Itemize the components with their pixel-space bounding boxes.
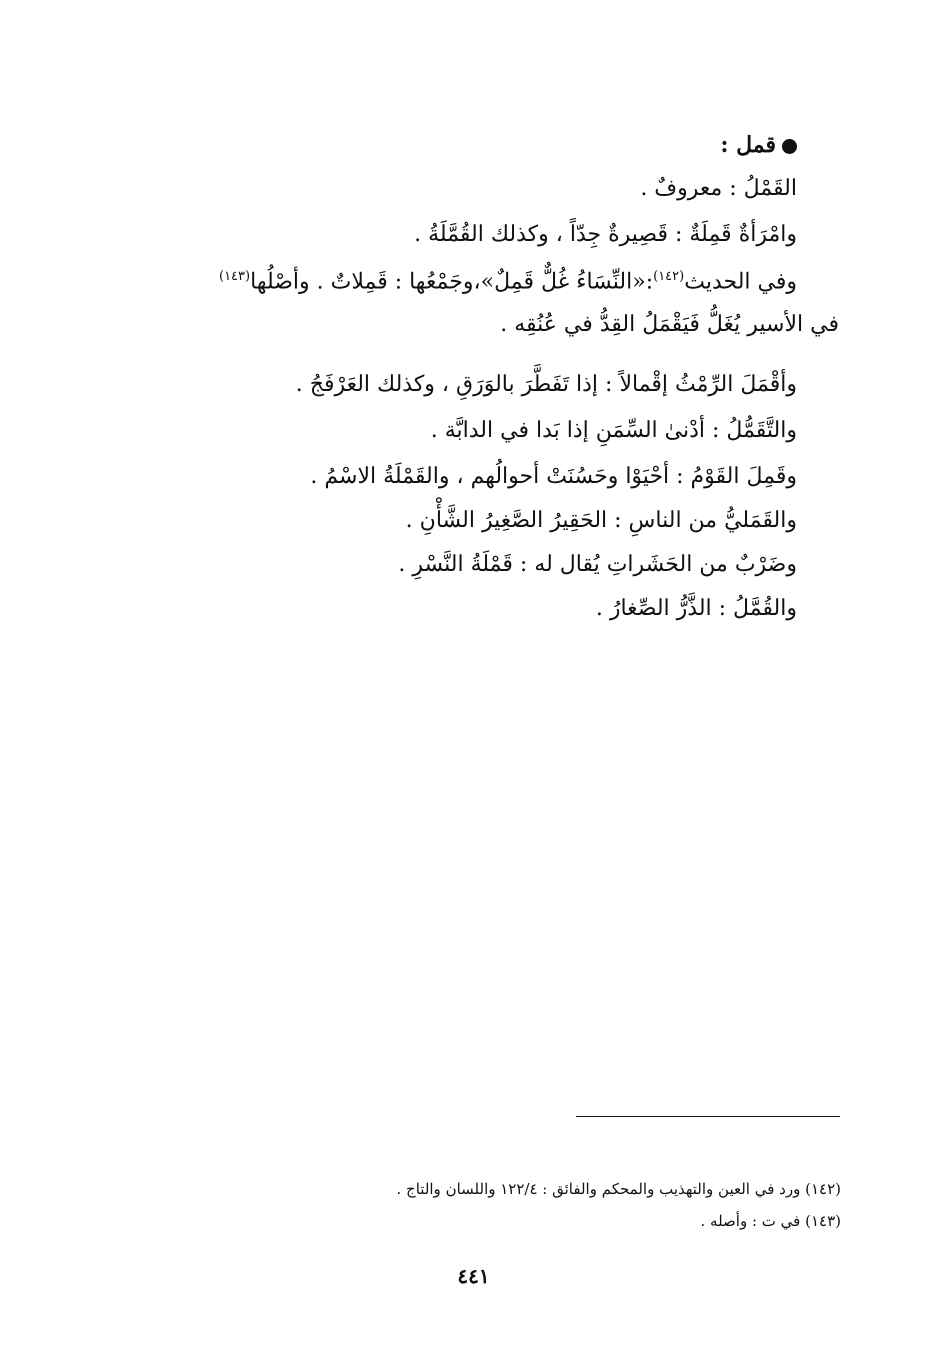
bullet-icon <box>782 139 797 154</box>
footnote-142: (١٤٢) ورد في العين والتهذيب والمحكم والفائق : ١٢٢/٤ واللسان والتاج . <box>396 1180 841 1198</box>
entry-line: والقُمَّلُ : الذَّرُّ الصِّغارُ . <box>595 596 797 621</box>
entry-line: وامْرَأةٌ قَمِلَةٌ : قَصِيرةٌ جِدّاً ، وكذلك القُمَّلَةُ . <box>414 222 797 247</box>
entry-line: والقَمَليُّ من الناسِ : الحَقِيرُ الصَّغِيرُ الشَّأْنِ . <box>405 508 797 533</box>
page-number: ٤٤١ <box>457 1264 490 1288</box>
entry-heading-text: قمل : <box>720 132 776 158</box>
entry-line: في الأسير يُغَلُّ فَيَقْمَلُ القِدُّ في عُنُقِه . <box>500 312 839 337</box>
entry-heading <box>720 130 797 160</box>
entry-line: وضَرْبٌ من الحَشَراتِ يُقال له : قَمْلَةُ النَّسْرِ . <box>398 552 797 577</box>
footnote-ref[interactable]: (١٤٣) <box>219 269 251 284</box>
entry-line-text: وفي الحديث <box>684 269 797 295</box>
entry-line: وأقْمَلَ الرِّمْثُ إقْمالاً : إذا تَفَطَّرَ بالوَرَقِ ، وكذلك العَرْفَجُ . <box>295 372 797 397</box>
entry-line-hadith <box>219 262 797 297</box>
footnote-143: (١٤٣) في ت : وأصله . <box>700 1212 841 1230</box>
entry-line: وقَمِلَ القَوْمُ : أحْيَوْا وحَسُنَتْ أحوالُهم ، والقَمْلَةُ الاسْمُ . <box>310 464 797 489</box>
entry-line: والتَّقَمُّلُ : أدْنىٰ السِّمَنِ إذا بَدا في الدابَّة . <box>430 418 797 443</box>
footnote-ref[interactable]: (١٤٢) <box>653 269 685 284</box>
footnote-divider <box>576 1116 840 1117</box>
entry-line-text: :«النِّسَاءُ غُلٌّ قَمِلٌ»،وجَمْعُها : قَمِلاتٌ . وأصْلُها <box>250 269 654 295</box>
entry-line: القَمْلُ : معروفٌ . <box>640 176 797 201</box>
